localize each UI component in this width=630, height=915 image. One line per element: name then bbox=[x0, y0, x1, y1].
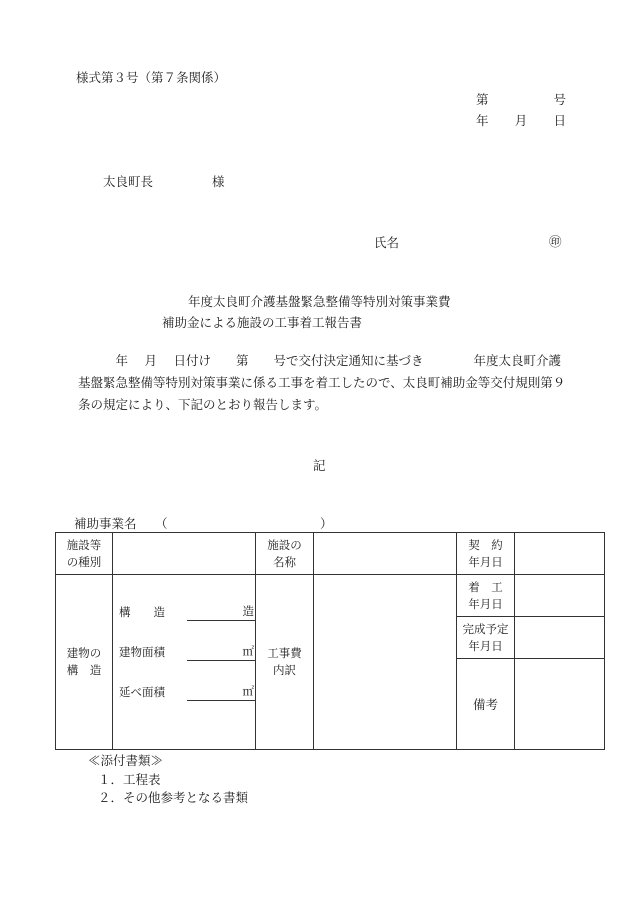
ki-heading: 記 bbox=[313, 458, 326, 473]
body-line: 基盤緊急整備等特別対策事業に係る工事を着工したので、太良町補助金等交付規則第９ bbox=[78, 375, 566, 390]
contract-date-value[interactable] bbox=[515, 533, 605, 575]
structure-label: 構 造 bbox=[119, 605, 165, 619]
date-day: 日 bbox=[553, 113, 566, 128]
building-area-row bbox=[119, 621, 255, 661]
building-area-label: 建物面積 bbox=[119, 645, 165, 659]
number-gou: 号 bbox=[553, 92, 566, 107]
total-floor-area-row bbox=[119, 661, 255, 701]
attachment-item: １．工程表 bbox=[98, 772, 161, 787]
addressee-name: 太良町長 bbox=[103, 174, 154, 189]
structure-row bbox=[119, 575, 255, 621]
document-title-line2: 補助金による施設の工事着工報告書 bbox=[162, 315, 363, 330]
building-area-unit[interactable]: ㎡ bbox=[187, 643, 256, 661]
date-month: 月 bbox=[514, 113, 528, 128]
start-date-header: 着 工 年月日 bbox=[457, 575, 515, 617]
project-name-label: 補助事業名 bbox=[74, 516, 137, 531]
document-title-line1: 年度太良町介護基盤緊急整備等特別対策事業費 bbox=[188, 294, 451, 309]
completion-date-header: 完成予定 年月日 bbox=[457, 617, 515, 659]
document-date-line bbox=[476, 111, 566, 129]
building-structure-details bbox=[113, 575, 256, 750]
completion-date-value[interactable] bbox=[515, 617, 605, 659]
facility-name-value[interactable] bbox=[314, 533, 457, 575]
construction-cost-header: 工事費 内訳 bbox=[256, 575, 314, 750]
facility-name-header: 施設の 名称 bbox=[256, 533, 314, 575]
number-dai: 第 bbox=[476, 92, 489, 107]
report-table bbox=[55, 532, 605, 750]
project-name-open-paren: （ bbox=[155, 516, 168, 531]
remarks-value[interactable] bbox=[515, 659, 605, 750]
building-structure-header: 建物の 構 造 bbox=[56, 575, 113, 750]
total-floor-area-label: 延べ面積 bbox=[119, 685, 165, 699]
seal-mark: ㊞ bbox=[549, 234, 562, 249]
report-body bbox=[78, 350, 578, 416]
total-floor-area-unit[interactable]: ㎡ bbox=[187, 683, 256, 701]
body-line: 年 月 日付け 第 号で交付決定通知に基づき 年度太良町介護 bbox=[78, 353, 561, 368]
document-number-line bbox=[476, 90, 566, 108]
structure-unit[interactable]: 造 bbox=[187, 603, 256, 621]
construction-cost-value[interactable] bbox=[314, 575, 457, 750]
start-date-value[interactable] bbox=[515, 575, 605, 617]
body-line: 条の規定により、下記のとおり報告します。 bbox=[78, 397, 328, 412]
facility-type-value[interactable] bbox=[113, 533, 256, 575]
facility-type-header: 施設等 の種別 bbox=[56, 533, 113, 575]
addressee-honorific: 様 bbox=[212, 174, 225, 189]
attachment-item: ２．その他参考となる書類 bbox=[98, 790, 249, 805]
contract-date-header: 契 約 年月日 bbox=[457, 533, 515, 575]
project-name-close-paren: ） bbox=[320, 516, 333, 531]
attachments-heading: ≪添付書類≫ bbox=[88, 753, 164, 768]
applicant-name-label: 氏名 bbox=[374, 235, 400, 250]
remarks-header: 備考 bbox=[457, 659, 515, 750]
form-number-label: 様式第３号（第７条関係） bbox=[76, 70, 227, 85]
date-year: 年 bbox=[476, 113, 489, 128]
